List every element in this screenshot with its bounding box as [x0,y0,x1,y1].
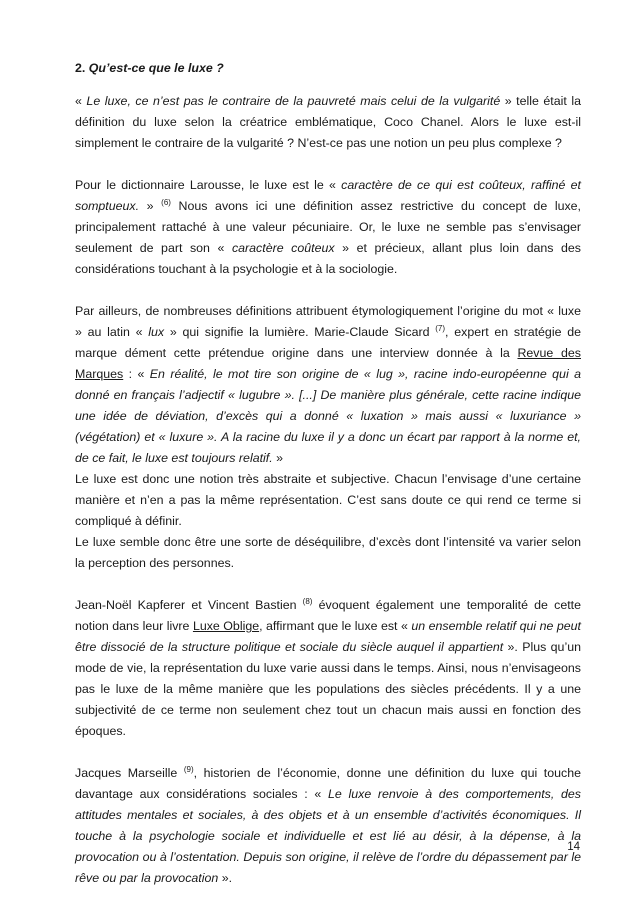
paragraph-text: Jean-Noël Kapferer et Vincent Bastien [75,598,303,612]
paragraph-kapferer [75,595,581,742]
paragraph-etymology [75,301,581,469]
paragraph-text: ». [218,871,233,885]
paragraph-text: , affirmant que le luxe est « [259,619,412,633]
paragraph-marseille [75,763,581,889]
paragraph-text: Par ailleurs, de nombreuses définitions attribuent étymologiquement l’origine du mot « luxe » au latin « [75,304,581,339]
larousse-quote: caractère de ce qui est coûteux, raffiné et somptueux. [75,178,581,213]
book-title: Luxe Oblige [192,619,260,633]
paragraph-text: ». Plus qu’un mode de vie, la représentation du luxe varie aussi dans le temps. Ainsi, nous n’envisageons pas le luxe de la même manière que les populations des siècles précédents. Il y a une subjectivité de ce terme non seulement chez tout un chacun mais aussi en fonction des époques. [75,640,581,738]
footnote-ref: (7) [435,323,446,333]
paragraph-abstract: Le luxe est donc une notion très abstraite et subjective. Chacun l’envisage d’une certaine manière et n’en a pas la même représentation. C’est sans doute ce qui rend ce terme si compliqué à définir. [75,472,581,528]
paragraph-larousse [75,175,581,280]
paragraph-text: , historien de l’économie, donne une définition du luxe qui touche davantage aux considérations sociales : « [75,766,581,801]
paragraph-desequilibre: Le luxe semble donc être une sorte de déséquilibre, d’excès dont l’intensité va varier selon la perception des personnes. [75,535,581,570]
kapferer-quote: un ensemble relatif qui ne peut être dissocié de la structure politique et sociale du siècle auquel il appartient [75,619,581,654]
sicard-quote: En réalité, le mot tire son origine de « lug », racine indo-européenne qui a donné en français l’adjectif « lugubre ». [...] De manière plus générale, cette racine indique une idée de déviation, d’excès qui a donné « luxation » mais aussi « luxuriance » (végétation) et « luxure ». A la racine du luxe il y a donc un écart par rapport à la norme et, de ce fait, le luxe est toujours relatif. [75,367,581,465]
quote-open: « [75,94,87,108]
paragraph-text: » telle était la définition du luxe selon la créatrice emblématique, Coco Chanel. Alors le luxe est-il simplement le contraire de la vulgarité ? N’est-ce pas une notion un peu plus complexe ? [75,94,581,150]
footnote-ref: (9) [183,764,194,774]
marseille-quote: Le luxe renvoie à des comportements, des attitudes mentales et sociales, à des objets et à un ensemble d’activités économiques. Il touche à la psychologie sociale et individuelle et est lié au désir, à la dépense, à la provocation ou à l’ostentation. Depuis son origine, il relève de l’ordre du dépassement par le rêve ou par la provocation [75,787,581,885]
paragraph-text: évoquent également une temporalité de cette notion dans leur livre [75,598,581,633]
section-number: 2. [75,61,86,75]
paragraph-text: » qui signifie la lumière. Marie-Claude Sicard [164,325,436,339]
paragraph-text: » [272,451,284,465]
paragraph-text: : « [123,367,150,381]
paragraph-text: , expert en stratégie de marque dément cette prétendue origine dans une interview donnée à la [75,325,581,360]
paragraph-text: Pour le dictionnaire Larousse, le luxe est le « [75,178,342,192]
footnote-ref: (6) [161,197,171,207]
paragraph-text: Jacques Marseille [75,766,184,780]
section-title: Qu’est-ce que le luxe ? [85,61,224,75]
chanel-quote: Le luxe, ce n’est pas le contraire de la pauvreté mais celui de la vulgarité [86,94,501,108]
paragraph-text: » et précieux, allant plus loin dans des considérations touchant à la psychologie et à la sociologie. [75,241,581,276]
paragraph-chanel [75,91,581,154]
page-number: 14 [567,841,580,853]
latin-word: lux [148,325,165,339]
section-heading [75,58,581,79]
document-page [75,58,581,889]
inline-quote: caractère coûteux [231,241,335,255]
source-title: Revue des Marques [75,346,581,381]
paragraph-text: Nous avons ici une définition assez restrictive du concept de luxe, principalement rattaché à une valeur pécuniaire. Or, le luxe ne semble pas s’envisager seulement de part son « [75,199,581,255]
footnote-ref: (8) [302,596,313,606]
paragraph-text: » [139,199,162,213]
